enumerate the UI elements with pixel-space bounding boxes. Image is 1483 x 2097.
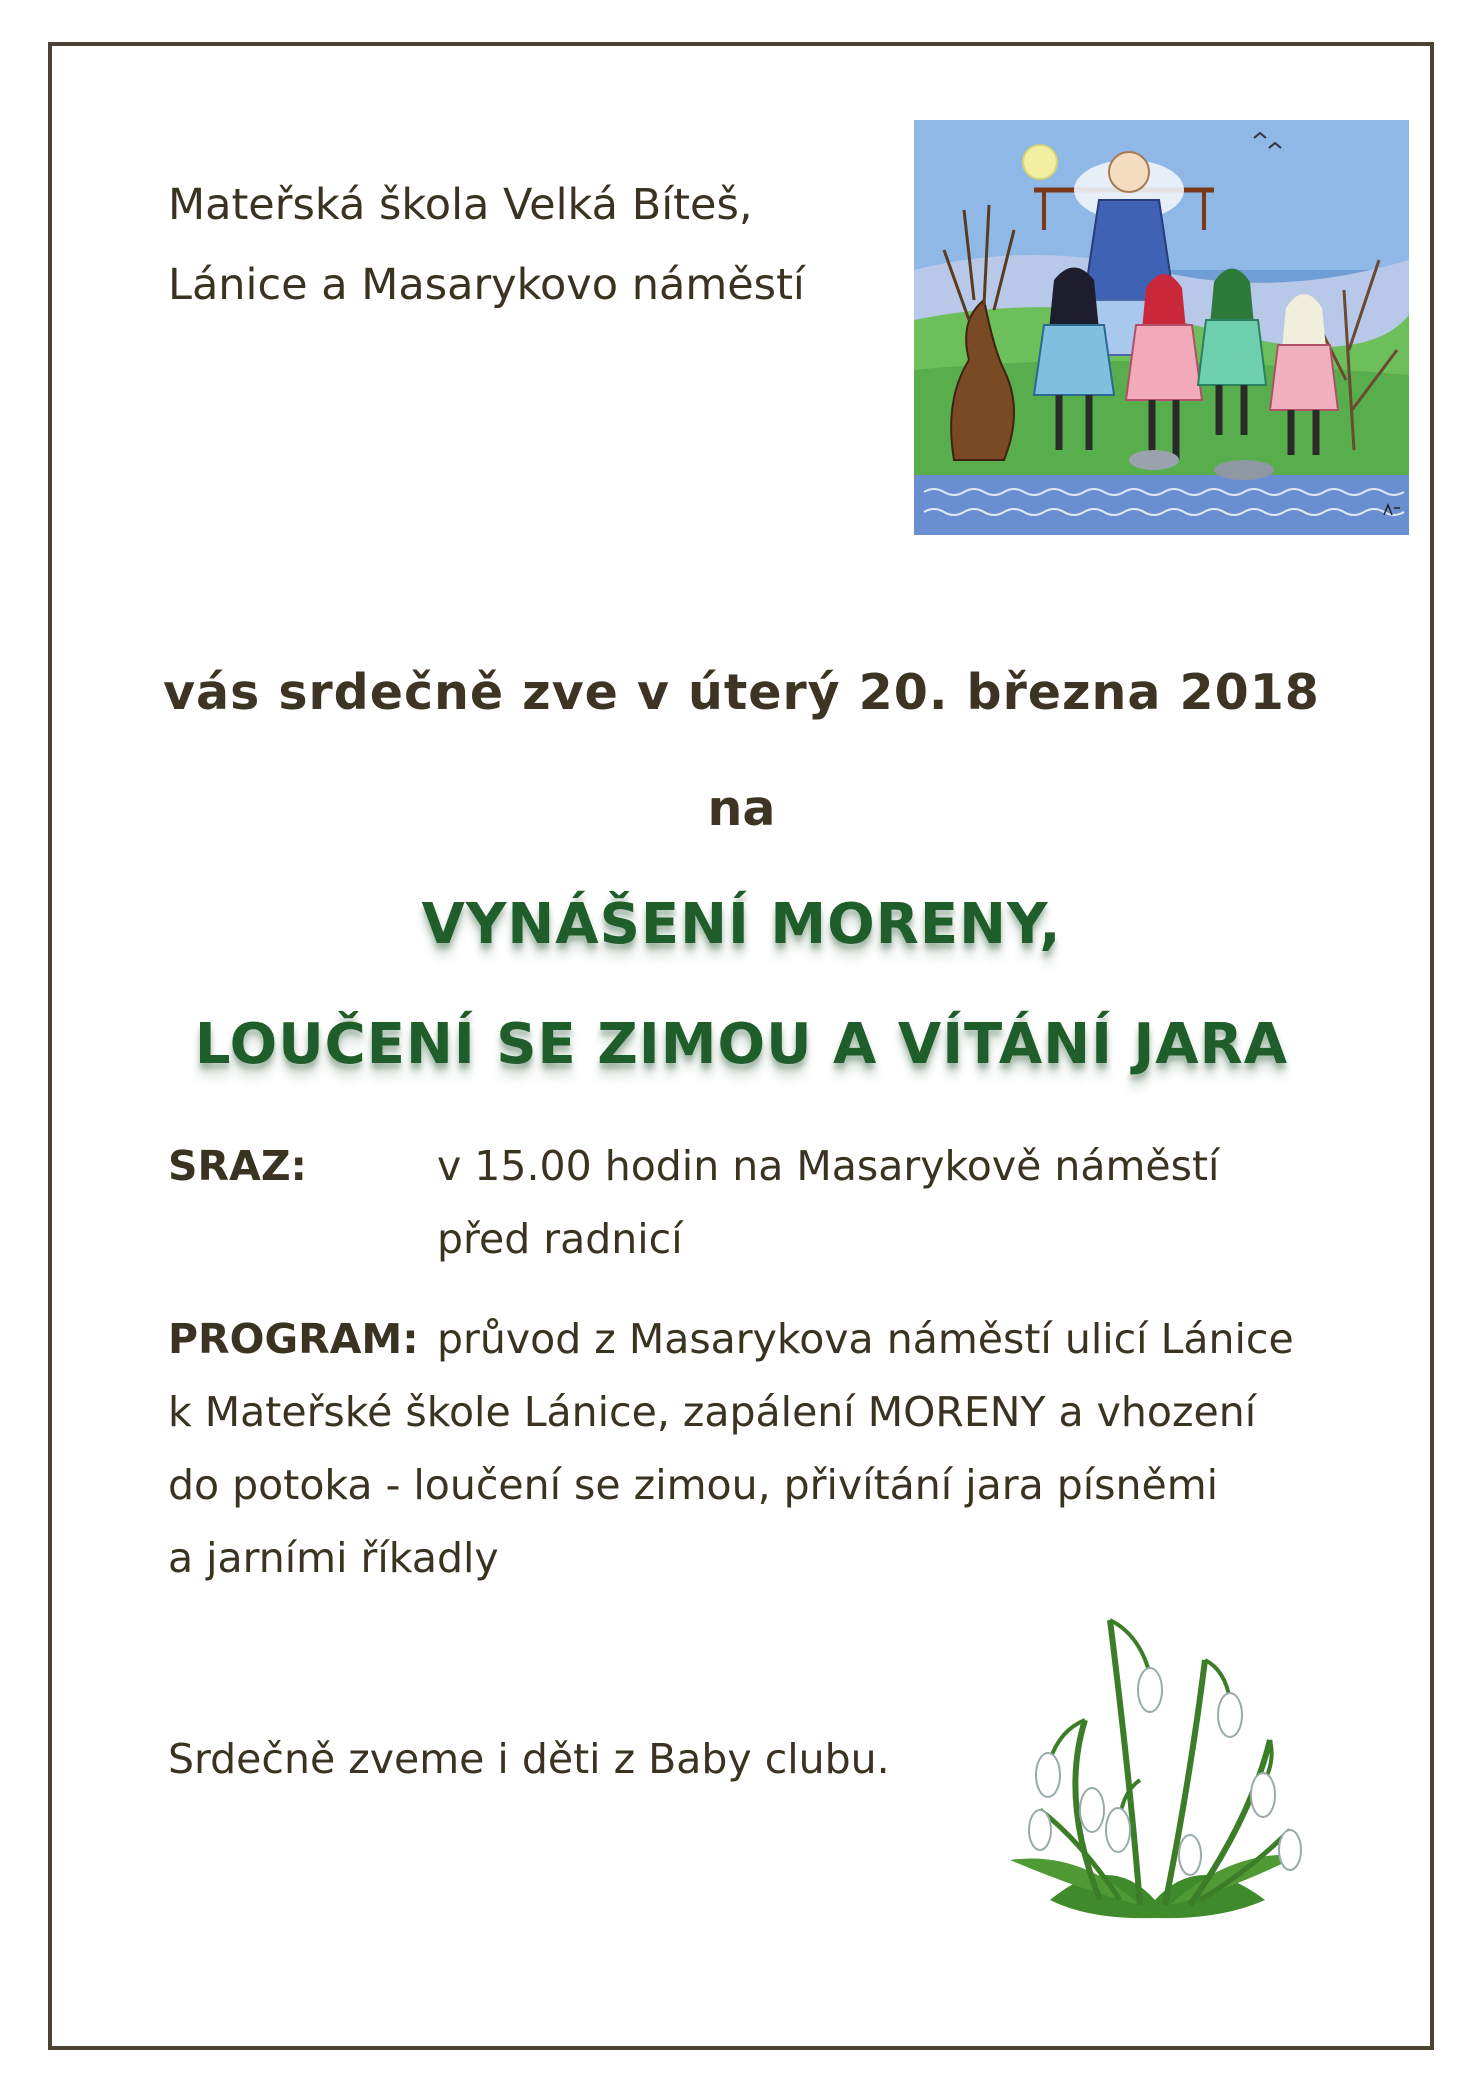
meeting-line-1: v 15.00 hodin na Masarykově náměstí <box>437 1142 1220 1190</box>
meeting-label: SRAZ: <box>168 1142 307 1190</box>
event-title-line-1: VYNÁŠENÍ MORENY, <box>421 892 1062 957</box>
closing-text: Srdečně zveme i děti z Baby clubu. <box>168 1735 890 1783</box>
program-line-2: k Mateřské škole Lánice, zapálení MORENY a vhození <box>168 1388 1257 1436</box>
school-line-1: Mateřská škola Velká Bíteš, <box>168 180 753 230</box>
snowdrop-image <box>990 1600 1315 1925</box>
program-line-3: do potoka - loučení se zimou, přivítání jara písněmi <box>168 1461 1219 1509</box>
folk-painting-image <box>914 120 1409 535</box>
event-title-line-2: LOUČENÍ SE ZIMOU A VÍTÁNÍ JARA <box>194 1012 1289 1077</box>
school-line-2: Lánice a Masarykovo náměstí <box>168 260 805 310</box>
program-line-1: průvod z Masarykova náměstí ulicí Lánice <box>437 1315 1294 1363</box>
invitation-na: na <box>707 780 776 837</box>
program-line-4: a jarními říkadly <box>168 1534 499 1582</box>
meeting-line-2: před radnicí <box>437 1215 683 1263</box>
program-label: PROGRAM: <box>168 1315 419 1363</box>
school-name <box>168 165 805 325</box>
invitation-line: vás srdečně zve v úterý 20. března 2018 <box>163 664 1320 721</box>
